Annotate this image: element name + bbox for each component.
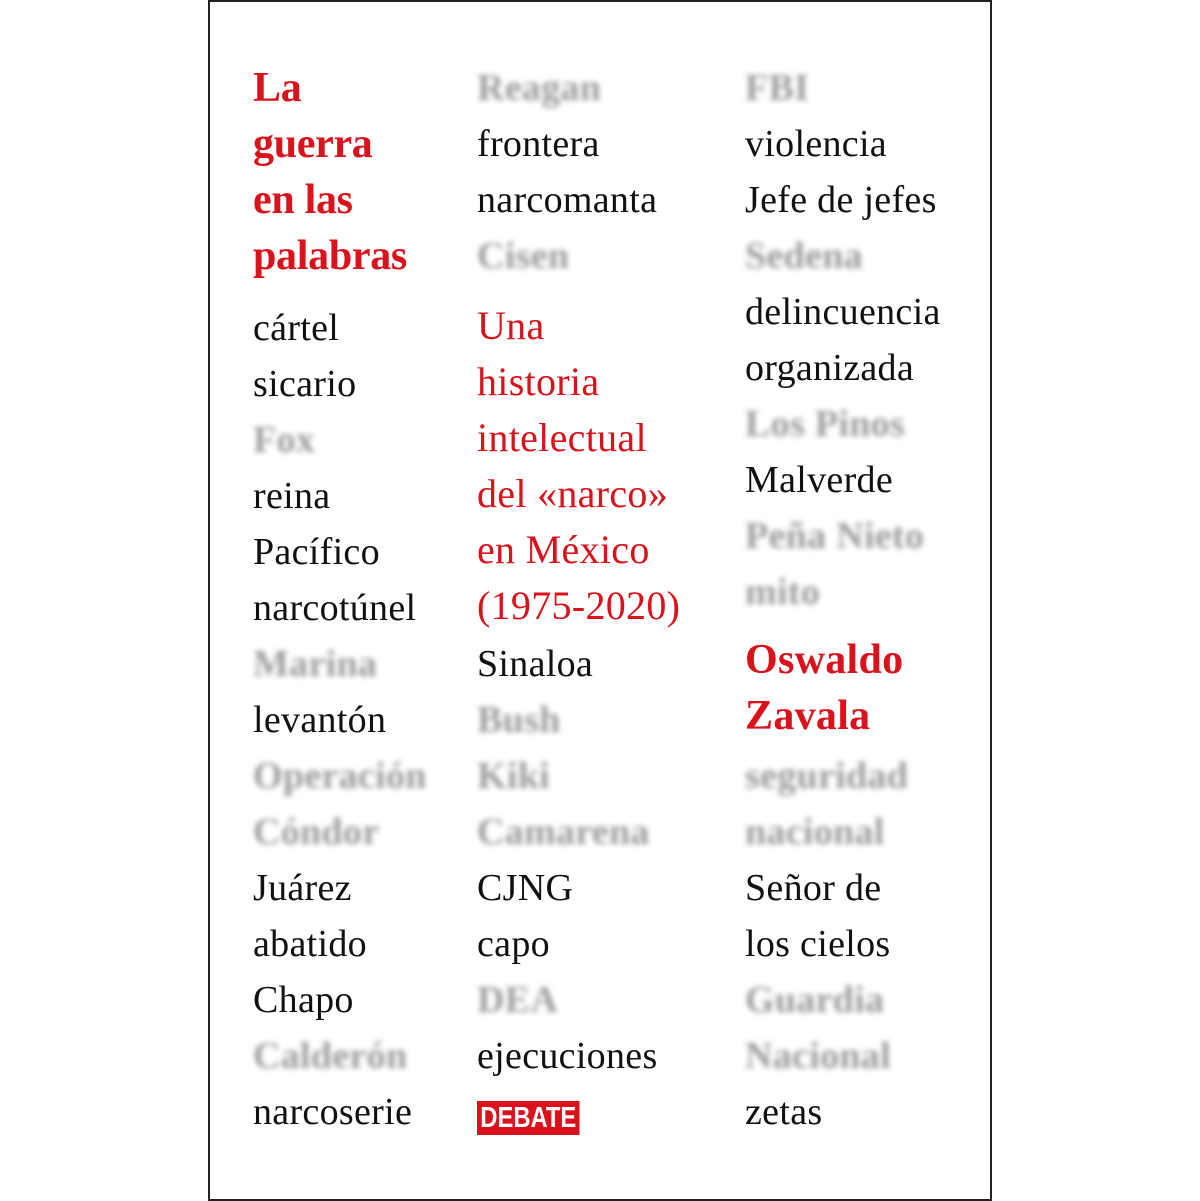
blurred-word: DEA bbox=[477, 979, 559, 1021]
blurred-word: seguridad bbox=[745, 755, 909, 797]
word: Chapo bbox=[253, 979, 354, 1021]
word: reina bbox=[253, 475, 331, 517]
book-title-line: palabras bbox=[253, 233, 407, 279]
blurred-word: Camarena bbox=[477, 811, 650, 853]
word: Pacífico bbox=[253, 531, 380, 573]
word: violencia bbox=[745, 123, 887, 165]
blurred-word: Marina bbox=[253, 643, 378, 685]
blurred-word: mito bbox=[745, 571, 821, 613]
book-title-line: en las bbox=[253, 177, 353, 223]
blurred-word: Los Pinos bbox=[745, 403, 906, 445]
book-subtitle-line: historia bbox=[477, 359, 600, 404]
word: capo bbox=[477, 923, 550, 965]
blurred-word: FBI bbox=[745, 67, 810, 109]
book-subtitle-line: (1975-2020) bbox=[477, 583, 681, 628]
word: Malverde bbox=[745, 459, 893, 501]
word: Señor de bbox=[745, 867, 882, 909]
word: narcotúnel bbox=[253, 587, 417, 629]
publisher-logo: DEBATE bbox=[477, 1101, 580, 1135]
blurred-word: Operación bbox=[253, 755, 427, 797]
book-subtitle-line: intelectual bbox=[477, 415, 647, 460]
blurred-word: Sedena bbox=[745, 235, 863, 277]
blurred-word: Calderón bbox=[253, 1035, 408, 1077]
author-name-line: Zavala bbox=[745, 693, 871, 739]
blurred-word: Cóndor bbox=[253, 811, 380, 853]
word: Sinaloa bbox=[477, 643, 594, 685]
book-title-line: guerra bbox=[253, 121, 373, 167]
book-subtitle-line: del «narco» bbox=[477, 471, 668, 516]
word: delincuencia bbox=[745, 291, 941, 333]
word: organizada bbox=[745, 347, 914, 389]
word: cártel bbox=[253, 307, 340, 349]
word: levantón bbox=[253, 699, 387, 741]
blurred-word: Fox bbox=[253, 419, 316, 461]
blurred-word: Bush bbox=[477, 699, 561, 741]
book-subtitle-line: en México bbox=[477, 527, 650, 572]
blurred-word: Guardia bbox=[745, 979, 885, 1021]
word: los cielos bbox=[745, 923, 891, 965]
word: narcoserie bbox=[253, 1091, 413, 1133]
word: ejecuciones bbox=[477, 1035, 658, 1077]
word: abatido bbox=[253, 923, 367, 965]
blurred-word: Cisen bbox=[477, 235, 570, 277]
word: zetas bbox=[745, 1091, 823, 1133]
book-subtitle-line: Una bbox=[477, 303, 545, 348]
word: frontera bbox=[477, 123, 600, 165]
blurred-word: Reagan bbox=[477, 67, 602, 109]
word: narcomanta bbox=[477, 179, 658, 221]
blurred-word: Kiki bbox=[477, 755, 551, 797]
blurred-word: Peña Nieto bbox=[745, 515, 925, 557]
word: Jefe de jefes bbox=[745, 179, 937, 221]
word: CJNG bbox=[477, 867, 574, 909]
author-name-line: Oswaldo bbox=[745, 637, 904, 683]
word: sicario bbox=[253, 363, 357, 405]
word: Juárez bbox=[253, 867, 352, 909]
blurred-word: nacional bbox=[745, 811, 885, 853]
blurred-word: Nacional bbox=[745, 1035, 891, 1077]
book-title-line: La bbox=[253, 65, 302, 111]
